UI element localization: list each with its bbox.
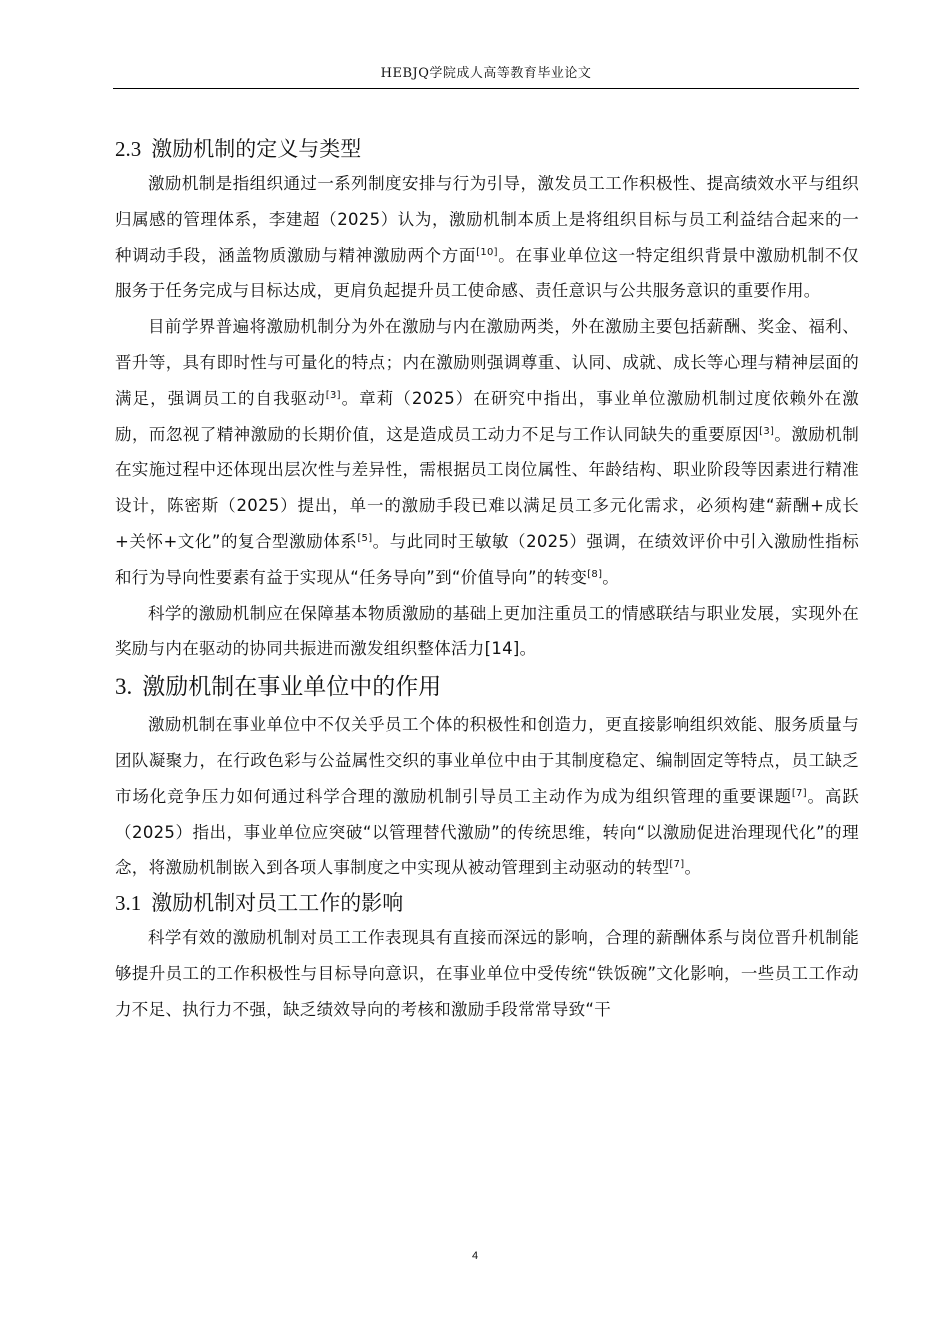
citation-ref: [3] (325, 389, 341, 401)
citation-ref: [7] (669, 859, 685, 871)
paragraph-impact: 科学有效的激励机制对员工工作表现具有直接而深远的影响，合理的薪酬体系与岗位晋升机制能够提升员工的工作积极性与目标导向意识，在事业单位中受传统“铁饭碗”文化影响，一些员工工作动力不足、执行力不强，缺乏绩效导向的考核和激励手段常常导致“干 (115, 928, 859, 1019)
section-number: 2.3 (115, 137, 142, 161)
paragraph-text: 目前学界普遍将激励机制分为外在激励与内在激励两类，外在激励主要包括薪酬、奖金、福利、晋升等，具有即时性与可量化的特点；内在激励则强调尊重、认同、成就、成长等心理与精神层面的满足，强调员工的自我驱动 (115, 317, 859, 408)
section-heading-3-1 (115, 886, 859, 920)
page-number: 4 (471, 1250, 479, 1262)
citation-ref: [7] (791, 787, 807, 799)
paragraph-text: 激励机制在事业单位中不仅关乎员工个体的积极性和创造力，更直接影响组织效能、服务质量与团队凝聚力，在行政色彩与公益属性交织的事业单位中由于其制度稳定、编制固定等特点，员工缺乏市场化竞争压力如何通过科学合理的激励机制引导员工主动作为成为组织管理的重要课题 (115, 715, 859, 806)
chapter-number: 3. (115, 674, 133, 700)
paragraph-text: 。高跃（2025）指出，事业单位应突破“以管理替代激励”的传统思维，转向“以激励促进治理现代化”的理念，将激励机制嵌入到各项人事制度之中实现从被动管理到主动驱动的转型 (115, 786, 860, 878)
citation-ref: [3] (759, 425, 775, 437)
paragraph-text: 。章莉（2025）在研究中指出，事业单位激励机制过度依赖外在激励，而忽视了精神激励的长期价值，这是造成员工动力不足与工作认同缺失的重要原因 (115, 388, 859, 444)
paragraph-text: 。激励机制在实施过程中还体现出层次性与差异性，需根据员工岗位属性、年龄结构、职业阶段等因素进行精准设计，陈密斯（2025）提出，单一的激励手段已难以满足员工多元化需求，必须构建“薪酬+成长+关怀+文化”的复合型激励体系 (115, 424, 860, 551)
paragraph-text: 。在事业单位这一特定组织背景中激励机制不仅服务于任务完成与目标达成，更肩负起提升员工使命感、责任意识与公共服务意识的重要作用。 (115, 245, 859, 301)
citation-ref: [8] (587, 568, 603, 580)
paragraph-role (115, 707, 859, 886)
section-heading-2-3 (115, 132, 859, 166)
paragraph-definition (115, 166, 859, 309)
section-title: 激励机制的定义与类型 (151, 137, 362, 161)
page-body (115, 132, 859, 1028)
citation-ref: [10] (476, 246, 498, 258)
paragraph-types (115, 309, 859, 595)
paragraph-text: 。与此同时王敏敏（2025）强调，在绩效评价中引入激励性指标和行为导向性要素有益于实现从“任务导向”到“价值导向”的转变 (115, 531, 859, 587)
chapter-heading-3 (115, 667, 859, 707)
citation-ref: [5] (357, 532, 373, 544)
paragraph-text: 激励机制是指组织通过一系列制度安排与行为引导，激发员工工作积极性、提高绩效水平与组织归属感的管理体系，李建超（2025）认为，激励机制本质上是将组织目标与员工利益结合起来的一种调动手段，涵盖物质激励与精神激励两个方面 (115, 174, 859, 265)
paragraph-text: 。 (602, 567, 620, 587)
chapter-title: 激励机制在事业单位中的作用 (142, 674, 442, 701)
paragraph-text: 。 (684, 858, 702, 878)
paragraph-summary: 科学的激励机制应在保障基本物质激励的基础上更加注重员工的情感联结与职业发展，实现外在奖励与内在驱动的协同共振进而激发组织整体活力[14]。 (115, 603, 859, 659)
section-number: 3.1 (115, 891, 142, 916)
running-header: HEBJQ学院成人高等教育毕业论文 (380, 66, 592, 81)
header-divider (113, 88, 859, 89)
section-title: 激励机制对员工工作的影响 (151, 891, 404, 916)
